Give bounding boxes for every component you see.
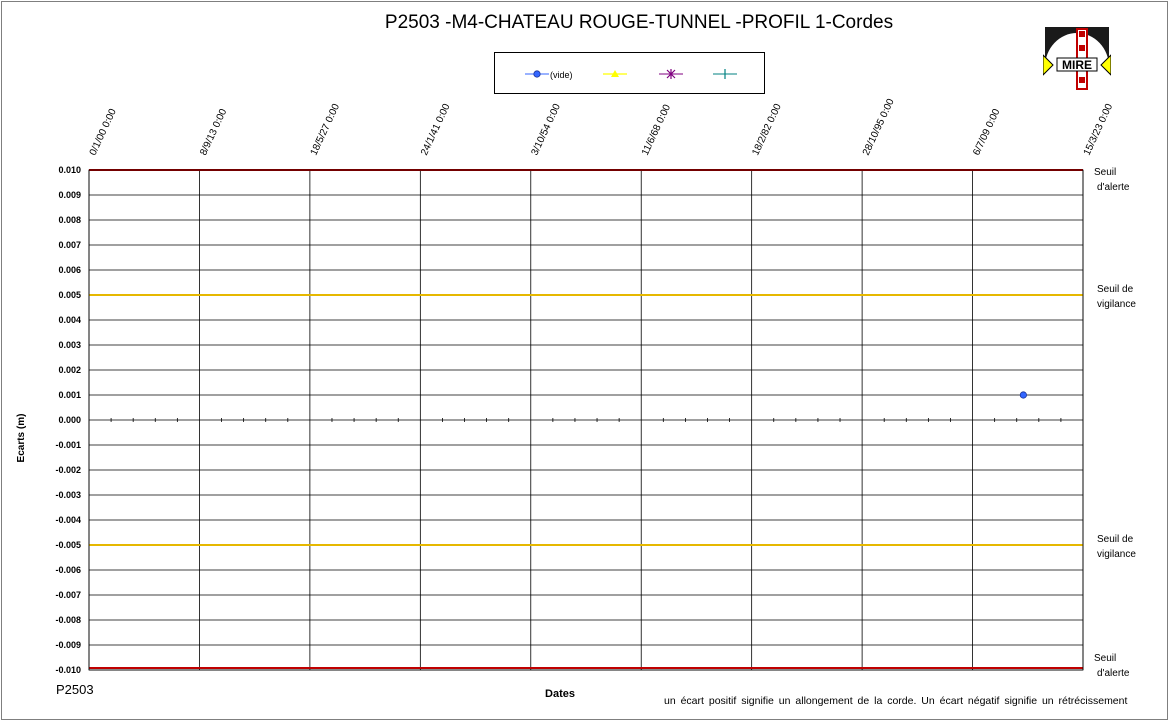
x-tick-label: 0/1/00 0:00 [87, 107, 119, 158]
svg-text:MIRE: MIRE [1062, 58, 1092, 72]
y-tick-label: 0.004 [58, 315, 81, 325]
x-tick-label: 8/9/13 0:00 [198, 107, 230, 158]
threshold-label: vigilance [1097, 299, 1136, 310]
y-tick-label: -0.004 [55, 515, 81, 525]
y-tick-label: -0.003 [55, 490, 81, 500]
x-tick-label: 24/1/41 0:00 [419, 102, 453, 158]
threshold-label: d'alerte [1097, 182, 1130, 193]
y-tick-label: 0.002 [58, 365, 81, 375]
threshold-label: Seuil [1094, 167, 1117, 178]
threshold-label: Seuil [1094, 653, 1117, 664]
threshold-label: vigilance [1097, 549, 1136, 560]
svg-text:(vide): (vide) [550, 70, 573, 80]
x-axis-label: Dates [545, 688, 575, 700]
x-tick-label: 11/6/68 0:00 [639, 102, 674, 158]
y-tick-label: -0.002 [55, 465, 81, 475]
y-tick-label: 0.007 [58, 240, 81, 250]
x-tick-label: 6/7/09 0:00 [971, 107, 1003, 158]
y-tick-label: 0.001 [58, 390, 81, 400]
footer-note: un écart positif signifie un allongement de la corde. Un écart négatif signifie un rétrécissement [664, 695, 1128, 707]
y-tick-label: -0.005 [55, 540, 81, 550]
y-tick-label: -0.009 [55, 640, 81, 650]
chart-title: P2503 -M4-CHATEAU ROUGE-TUNNEL -PROFIL 1-Cordes [384, 12, 894, 33]
y-tick-label: 0.008 [58, 215, 81, 225]
y-tick-label: -0.006 [55, 565, 81, 575]
data-points [1020, 392, 1026, 398]
x-tick-label: 15/3/23 0:00 [1081, 102, 1116, 158]
y-tick-label: -0.008 [55, 615, 81, 625]
y-tick-label: 0.006 [58, 265, 81, 275]
y-tick-label: -0.010 [55, 665, 81, 675]
y-tick-label: 0.009 [58, 190, 81, 200]
x-tick-label: 3/10/54 0:00 [529, 102, 563, 158]
x-tick-label: 18/2/82 0:00 [750, 102, 784, 158]
y-tick-labels [55, 165, 81, 675]
y-tick-label: 0.000 [58, 415, 81, 425]
threshold-label: Seuil de [1097, 284, 1134, 295]
x-tick-label: 18/5/27 0:00 [308, 102, 343, 158]
x-tick-label: 28/10/95 0:00 [860, 97, 897, 158]
threshold-label: d'alerte [1097, 668, 1130, 679]
y-tick-label: -0.001 [55, 440, 81, 450]
y-tick-label: -0.007 [55, 590, 81, 600]
y-tick-label: 0.005 [58, 290, 81, 300]
x-tick-labels [88, 97, 1116, 157]
data-point [1020, 392, 1026, 398]
footer-label: P2503 [56, 682, 94, 697]
y-tick-label: 0.003 [58, 340, 81, 350]
threshold-labels [1094, 167, 1136, 679]
grid-lines [89, 170, 1083, 670]
y-tick-label: 0.010 [58, 165, 81, 175]
threshold-label: Seuil de [1097, 534, 1134, 545]
y-axis-label: Ecarts (m) [16, 413, 27, 463]
